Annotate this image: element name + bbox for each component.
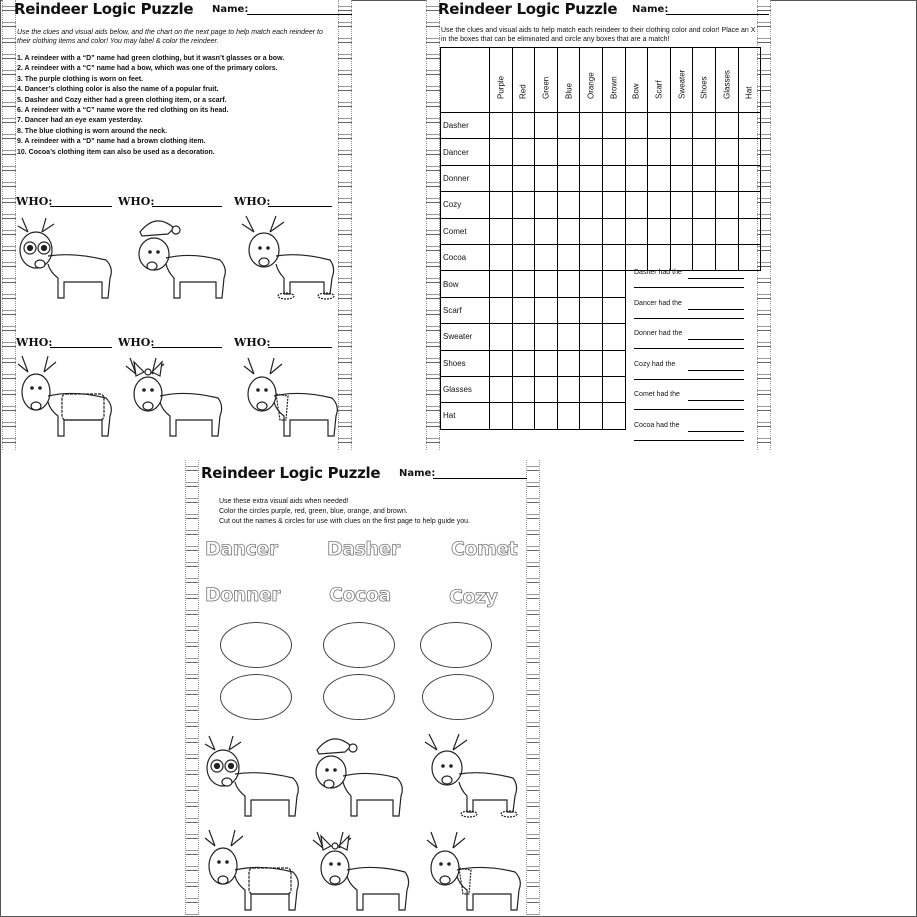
reindeer-scarf-icon bbox=[240, 350, 344, 440]
grid-cell[interactable] bbox=[557, 271, 580, 297]
decorative-border-right bbox=[526, 460, 540, 915]
grid-cell[interactable] bbox=[535, 113, 558, 139]
grid-blank bbox=[625, 376, 761, 402]
grid-cell[interactable] bbox=[602, 350, 625, 376]
column-label: Brown bbox=[609, 76, 619, 99]
grid-row bbox=[441, 403, 761, 429]
grid-cell[interactable] bbox=[602, 192, 625, 218]
clue-item: 6. A reindeer with a “C” name wore the red clothing on its head. bbox=[17, 107, 229, 115]
answer-line[interactable] bbox=[688, 400, 744, 401]
name-label: Name: bbox=[399, 468, 436, 479]
grid-cell[interactable] bbox=[602, 244, 625, 270]
grid-cell[interactable] bbox=[648, 244, 671, 270]
column-label: Blue bbox=[564, 82, 574, 99]
reindeer-glasses-icon bbox=[201, 730, 305, 820]
grid-cell[interactable] bbox=[580, 271, 603, 297]
column-label: Red bbox=[518, 84, 528, 99]
answer-prompt: Dancer had the bbox=[634, 299, 682, 307]
row-label: Shoes bbox=[441, 350, 490, 376]
instruction-line: Cut out the names & circles for use with clues on the first page to help guide you. bbox=[219, 518, 470, 525]
row-label: Glasses bbox=[441, 376, 490, 402]
grid-column-header bbox=[693, 48, 716, 113]
grid-column-header bbox=[625, 48, 648, 113]
reindeer-scarf-icon bbox=[423, 824, 527, 914]
grid-row bbox=[441, 271, 761, 297]
column-label: Green bbox=[541, 76, 551, 99]
instructions: Use the clues and visual aids to help match each reindeer to their clothing color and color! Place an X in the boxes that can be eliminated and circle any boxes that are a match! bbox=[441, 27, 756, 43]
grid-cell[interactable] bbox=[557, 244, 580, 270]
grid-cell[interactable] bbox=[535, 376, 558, 402]
clue-item: 9. A reindeer with a “D” name had a brown clothing item. bbox=[17, 138, 206, 146]
grid-column-header bbox=[557, 48, 580, 113]
row-label: Comet bbox=[441, 218, 490, 244]
answer-prompt: Comet had the bbox=[634, 391, 680, 399]
column-label: Scarf bbox=[654, 80, 664, 99]
who-line bbox=[50, 206, 112, 207]
name-label: Name: bbox=[632, 4, 669, 15]
who-line bbox=[152, 206, 222, 207]
reindeer-shoes-icon bbox=[419, 730, 523, 820]
grid-cell[interactable] bbox=[648, 192, 671, 218]
cutout-name: Comet bbox=[451, 538, 518, 560]
grid-cell[interactable] bbox=[715, 113, 738, 139]
grid-cell[interactable] bbox=[670, 244, 693, 270]
grid-cell[interactable] bbox=[512, 244, 535, 270]
grid-corner bbox=[441, 48, 490, 113]
grid-cell[interactable] bbox=[648, 165, 671, 191]
color-circle bbox=[422, 674, 494, 720]
grid-cell[interactable] bbox=[557, 297, 580, 323]
grid-cell[interactable] bbox=[580, 165, 603, 191]
grid-cell[interactable] bbox=[670, 113, 693, 139]
reindeer-bow-icon bbox=[311, 824, 415, 914]
grid-cell[interactable] bbox=[512, 403, 535, 429]
grid-row bbox=[441, 139, 761, 165]
grid-cell[interactable] bbox=[580, 324, 603, 350]
grid-row bbox=[441, 192, 761, 218]
reindeer-shoes-icon bbox=[236, 212, 340, 302]
row-label: Bow bbox=[441, 271, 490, 297]
grid-row bbox=[441, 113, 761, 139]
grid-column-header bbox=[512, 48, 535, 113]
grid-cell[interactable] bbox=[625, 218, 648, 244]
grid-cell[interactable] bbox=[670, 165, 693, 191]
answer-line[interactable] bbox=[634, 409, 744, 410]
grid-cell[interactable] bbox=[490, 403, 513, 429]
who-label: WHO: bbox=[234, 195, 271, 208]
grid-cell[interactable] bbox=[580, 218, 603, 244]
who-label: WHO: bbox=[16, 336, 53, 349]
column-label: Purple bbox=[496, 75, 506, 99]
clue-item: 5. Dasher and Cozy either had a green clothing item, or a scarf. bbox=[17, 96, 227, 104]
grid-cell[interactable] bbox=[557, 376, 580, 402]
grid-row bbox=[441, 324, 761, 350]
grid-cell[interactable] bbox=[557, 324, 580, 350]
grid-cell[interactable] bbox=[625, 192, 648, 218]
grid-cell[interactable] bbox=[580, 403, 603, 429]
row-label: Dancer bbox=[441, 139, 490, 165]
row-label: Dasher bbox=[441, 113, 490, 139]
clue-item: 10. Cocoa’s clothing item can also be used as a decoration. bbox=[17, 148, 215, 156]
decorative-border-left bbox=[185, 460, 199, 915]
grid-cell[interactable] bbox=[580, 113, 603, 139]
who-line bbox=[152, 347, 222, 348]
grid-row bbox=[441, 376, 761, 402]
answer-prompt: Cocoa had the bbox=[634, 422, 680, 429]
answer-prompt: Donner had the bbox=[634, 330, 683, 338]
grid-cell[interactable] bbox=[693, 218, 716, 244]
instruction-line: Color the circles purple, red, green, blue, orange, and brown. bbox=[219, 508, 408, 515]
grid-cell[interactable] bbox=[625, 139, 648, 165]
answer-line[interactable] bbox=[634, 287, 744, 288]
grid-cell[interactable] bbox=[648, 218, 671, 244]
grid-column-header bbox=[490, 48, 513, 113]
cutout-name: Donner bbox=[205, 584, 281, 606]
grid-row bbox=[441, 218, 761, 244]
grid-cell[interactable] bbox=[738, 165, 761, 191]
who-line bbox=[50, 347, 112, 348]
reindeer-glasses-icon bbox=[14, 212, 118, 302]
who-label: WHO: bbox=[234, 336, 271, 349]
grid-row bbox=[441, 244, 761, 270]
grid-cell[interactable] bbox=[670, 192, 693, 218]
instructions: Use the clues and visual aids below, and the chart on the next page to help match each reindeer to their clothing items and color! You may label & color the reindeer. bbox=[17, 29, 323, 45]
grid-cell[interactable] bbox=[557, 113, 580, 139]
grid-cell[interactable] bbox=[557, 403, 580, 429]
worksheet-page-3 bbox=[185, 460, 540, 915]
cutout-name: Cozy bbox=[449, 586, 498, 608]
grid-cell[interactable] bbox=[512, 376, 535, 402]
row-label: Sweater bbox=[441, 324, 490, 350]
column-label: Hat bbox=[744, 86, 754, 99]
grid-column-header bbox=[670, 48, 693, 113]
clue-item: 3. The purple clothing is worn on feet. bbox=[17, 75, 144, 83]
grid-row bbox=[441, 165, 761, 191]
grid-cell[interactable] bbox=[738, 218, 761, 244]
grid-cell[interactable] bbox=[625, 244, 648, 270]
grid-cell[interactable] bbox=[490, 192, 513, 218]
page-title: Reindeer Logic Puzzle bbox=[14, 0, 194, 18]
grid-cell[interactable] bbox=[693, 244, 716, 270]
grid-cell[interactable] bbox=[535, 218, 558, 244]
grid-cell[interactable] bbox=[535, 271, 558, 297]
clue-item: 2. A reindeer with a “C” name had a bow, which was one of the primary colors. bbox=[17, 65, 278, 73]
column-label: Glasses bbox=[722, 70, 732, 99]
answer-line[interactable] bbox=[688, 370, 744, 371]
grid-cell[interactable] bbox=[512, 218, 535, 244]
column-label: Bow bbox=[631, 83, 641, 99]
grid-cell[interactable] bbox=[602, 113, 625, 139]
grid-cell[interactable] bbox=[625, 113, 648, 139]
grid-cell[interactable] bbox=[512, 271, 535, 297]
answer-line[interactable] bbox=[634, 318, 744, 319]
grid-cell[interactable] bbox=[490, 218, 513, 244]
grid-cell[interactable] bbox=[557, 350, 580, 376]
reindeer-bow-icon bbox=[124, 350, 228, 440]
answer-prompt: Cozy had the bbox=[634, 360, 676, 368]
answer-line[interactable] bbox=[634, 440, 744, 441]
answer-line[interactable] bbox=[688, 339, 744, 340]
grid-cell[interactable] bbox=[602, 403, 625, 429]
answer-prompt: Dasher had the bbox=[634, 269, 682, 276]
grid-cell[interactable] bbox=[490, 139, 513, 165]
reindeer-hat-icon bbox=[132, 212, 232, 302]
grid-cell[interactable] bbox=[490, 376, 513, 402]
who-label: WHO: bbox=[118, 195, 155, 208]
reindeer-hat-icon bbox=[309, 730, 409, 820]
grid-row bbox=[441, 350, 761, 376]
grid-cell[interactable] bbox=[512, 139, 535, 165]
grid-cell[interactable] bbox=[693, 192, 716, 218]
grid-cell[interactable] bbox=[535, 297, 558, 323]
instructions bbox=[219, 497, 519, 527]
column-label: Orange bbox=[586, 72, 596, 99]
grid-cell[interactable] bbox=[602, 324, 625, 350]
clue-item: 8. The blue clothing is worn around the neck. bbox=[17, 127, 168, 135]
clue-item: 7. Dancer had an eye exam yesterday. bbox=[17, 117, 143, 125]
color-circle bbox=[220, 622, 292, 668]
answer-line[interactable] bbox=[634, 379, 744, 380]
row-label: Cocoa bbox=[441, 244, 490, 270]
grid-cell[interactable] bbox=[580, 376, 603, 402]
grid-cell[interactable] bbox=[693, 139, 716, 165]
who-line bbox=[268, 206, 332, 207]
answer-line[interactable] bbox=[634, 348, 744, 349]
grid-cell[interactable] bbox=[490, 271, 513, 297]
grid-cell[interactable] bbox=[580, 297, 603, 323]
grid-cell[interactable] bbox=[535, 192, 558, 218]
grid-cell[interactable] bbox=[648, 113, 671, 139]
grid-cell[interactable] bbox=[648, 139, 671, 165]
grid-cell[interactable] bbox=[715, 244, 738, 270]
grid-cell[interactable] bbox=[557, 139, 580, 165]
grid-cell[interactable] bbox=[602, 165, 625, 191]
logic-grid bbox=[440, 47, 761, 430]
color-circle bbox=[220, 674, 292, 720]
grid-cell[interactable] bbox=[557, 165, 580, 191]
grid-cell[interactable] bbox=[535, 403, 558, 429]
grid-cell[interactable] bbox=[580, 350, 603, 376]
color-circle bbox=[420, 622, 492, 668]
instruction-line: Use these extra visual aids when needed! bbox=[219, 498, 349, 505]
cutout-name: Dasher bbox=[327, 538, 400, 560]
grid-cell[interactable] bbox=[512, 113, 535, 139]
page-title: Reindeer Logic Puzzle bbox=[201, 464, 381, 482]
grid-cell[interactable] bbox=[715, 192, 738, 218]
grid-cell[interactable] bbox=[602, 297, 625, 323]
grid-row bbox=[441, 297, 761, 323]
grid-cell[interactable] bbox=[490, 244, 513, 270]
grid-cell[interactable] bbox=[557, 218, 580, 244]
grid-cell[interactable] bbox=[602, 271, 625, 297]
worksheet-page-1 bbox=[2, 0, 352, 450]
grid-cell[interactable] bbox=[580, 244, 603, 270]
grid-cell[interactable] bbox=[512, 297, 535, 323]
who-label: WHO: bbox=[16, 195, 53, 208]
cutout-name: Cocoa bbox=[329, 584, 391, 606]
grid-cell[interactable] bbox=[693, 165, 716, 191]
grid-cell[interactable] bbox=[535, 244, 558, 270]
grid-cell[interactable] bbox=[535, 165, 558, 191]
grid-cell[interactable] bbox=[738, 192, 761, 218]
name-label: Name: bbox=[212, 4, 249, 15]
grid-cell[interactable] bbox=[512, 165, 535, 191]
grid-cell[interactable] bbox=[535, 350, 558, 376]
column-label: Sweater bbox=[677, 69, 687, 99]
grid-cell[interactable] bbox=[693, 113, 716, 139]
name-line bbox=[666, 14, 769, 15]
grid-cell[interactable] bbox=[602, 139, 625, 165]
grid-cell[interactable] bbox=[512, 192, 535, 218]
column-label: Shoes bbox=[699, 76, 709, 99]
grid-cell[interactable] bbox=[715, 139, 738, 165]
grid-cell[interactable] bbox=[580, 139, 603, 165]
grid-cell[interactable] bbox=[557, 192, 580, 218]
row-label: Donner bbox=[441, 165, 490, 191]
cutout-name: Dancer bbox=[205, 538, 278, 560]
grid-cell[interactable] bbox=[738, 244, 761, 270]
grid-cell[interactable] bbox=[535, 139, 558, 165]
grid-cell[interactable] bbox=[602, 218, 625, 244]
grid-cell[interactable] bbox=[670, 139, 693, 165]
reindeer-sweater-icon bbox=[201, 824, 305, 914]
grid-cell[interactable] bbox=[580, 192, 603, 218]
row-label: Cozy bbox=[441, 192, 490, 218]
grid-column-header bbox=[602, 48, 625, 113]
grid-cell[interactable] bbox=[490, 350, 513, 376]
grid-cell[interactable] bbox=[715, 218, 738, 244]
grid-cell[interactable] bbox=[602, 376, 625, 402]
reindeer-sweater-icon bbox=[14, 350, 118, 440]
grid-cell[interactable] bbox=[670, 218, 693, 244]
grid-cell[interactable] bbox=[738, 113, 761, 139]
grid-column-header bbox=[738, 48, 761, 113]
grid-column-header bbox=[535, 48, 558, 113]
decorative-border-left bbox=[426, 0, 440, 450]
answer-line[interactable] bbox=[688, 278, 744, 279]
grid-cell[interactable] bbox=[490, 165, 513, 191]
grid-column-header bbox=[715, 48, 738, 113]
clue-list bbox=[17, 54, 342, 158]
grid-cell[interactable] bbox=[490, 297, 513, 323]
answer-line[interactable] bbox=[688, 431, 744, 432]
name-line bbox=[433, 478, 527, 479]
grid-cell[interactable] bbox=[512, 324, 535, 350]
grid-column-header bbox=[580, 48, 603, 113]
who-label: WHO: bbox=[118, 336, 155, 349]
worksheet-page-2 bbox=[426, 0, 771, 450]
who-line bbox=[268, 347, 332, 348]
row-label: Hat bbox=[441, 403, 490, 429]
grid-cell[interactable] bbox=[738, 139, 761, 165]
grid-cell[interactable] bbox=[715, 165, 738, 191]
row-label: Scarf bbox=[441, 297, 490, 323]
grid-column-header bbox=[648, 48, 671, 113]
grid-cell[interactable] bbox=[512, 350, 535, 376]
color-circle bbox=[323, 674, 395, 720]
clue-item: 1. A reindeer with a “D” name had green clothing, but it wasn’t glasses or a bow. bbox=[17, 55, 285, 62]
page-title: Reindeer Logic Puzzle bbox=[438, 0, 618, 18]
grid-cell[interactable] bbox=[625, 165, 648, 191]
grid-cell[interactable] bbox=[535, 324, 558, 350]
clue-item: 4. Dancer’s clothing color is also the name of a popular fruit. bbox=[17, 86, 219, 94]
answer-line[interactable] bbox=[688, 309, 744, 310]
name-line bbox=[247, 14, 352, 15]
grid-cell[interactable] bbox=[490, 324, 513, 350]
grid-cell[interactable] bbox=[490, 113, 513, 139]
color-circle bbox=[323, 622, 395, 668]
